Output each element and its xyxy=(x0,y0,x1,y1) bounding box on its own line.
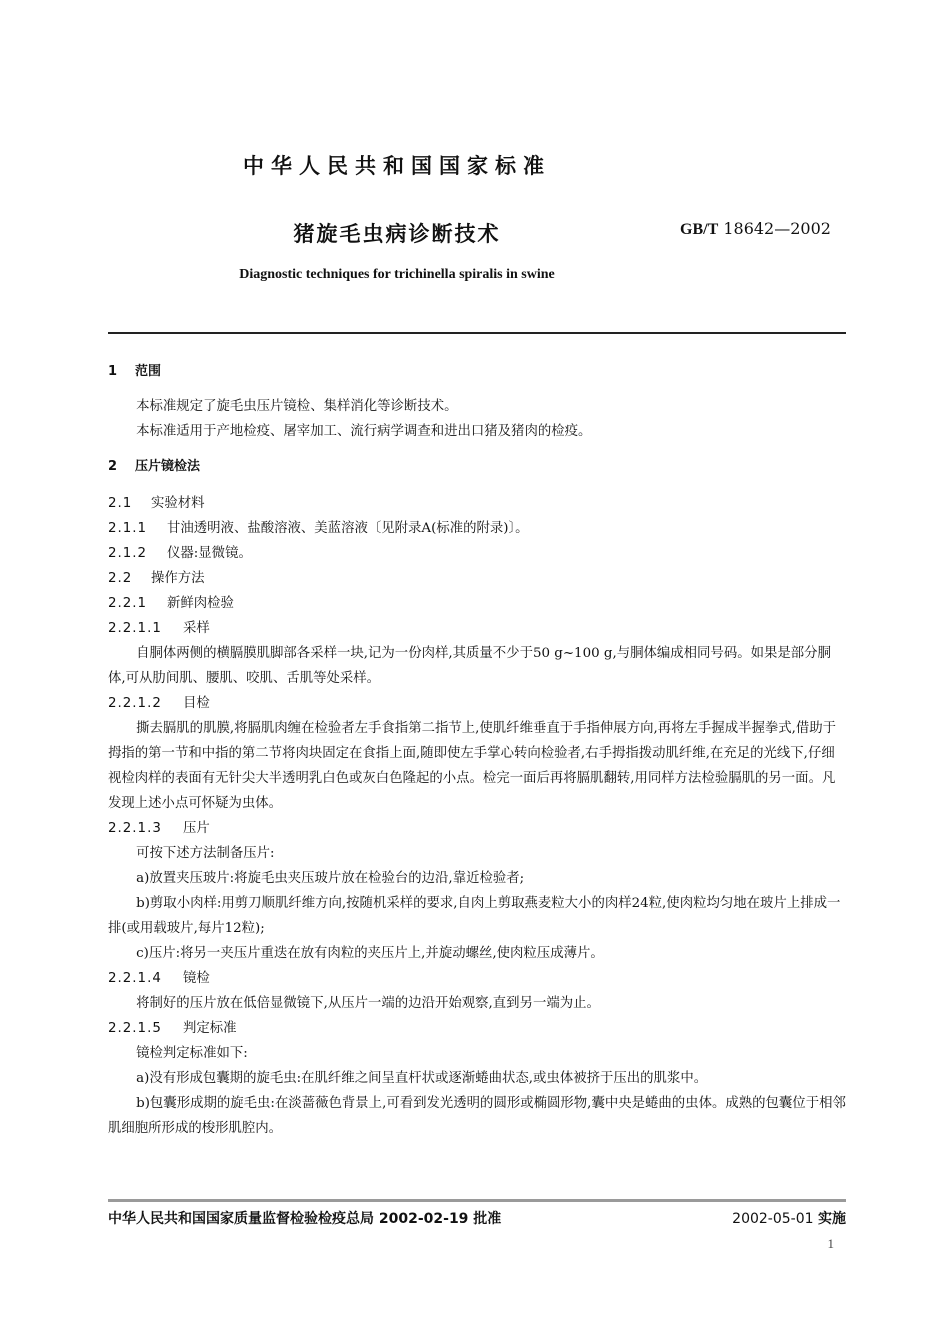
section-text: 仪器:显微镜。 xyxy=(167,546,252,561)
section-text: 本标准适用于产地检疫、屠宰加工、流行病学调查和进出口猪及猪肉的检疫。 xyxy=(136,424,592,439)
section-text: 将制好的压片放在低倍显微镜下,从压片一端的边沿开始观察,直到另一端为止。 xyxy=(136,996,600,1011)
section-number: 2.2.1.4 xyxy=(108,971,162,986)
section-heading xyxy=(108,591,846,616)
header-rule xyxy=(108,332,846,334)
body-paragraph xyxy=(108,1091,846,1141)
section-heading xyxy=(108,359,846,384)
section-text: 压片 xyxy=(183,821,210,836)
approval-statement: 中华人民共和国国家质量监督检验检疫总局 2002-02-19 批准 xyxy=(108,1211,502,1227)
effective-date: 2002-05-01 xyxy=(732,1211,814,1227)
english-title: Diagnostic techniques for trichinella spiralis in swine xyxy=(239,267,555,282)
body-paragraph xyxy=(108,419,846,444)
section-text: 新鲜肉检验 xyxy=(167,596,234,611)
section-heading xyxy=(108,816,846,841)
section-text: 自胴体两侧的横膈膜肌脚部各采样一块,记为一份肉样,其质量不少于50 g~100 g,与胴体编成相同号码。如果是部分胴体,可从肋间肌、腰肌、咬肌、舌肌等处采样。 xyxy=(108,646,831,686)
section-text: 采样 xyxy=(183,621,210,636)
section-heading xyxy=(108,566,846,591)
body-paragraph xyxy=(108,891,846,941)
section-text: 镜检 xyxy=(183,971,210,986)
section-text: 镜检判定标准如下: xyxy=(136,1046,248,1061)
section-text: 实验材料 xyxy=(151,496,205,511)
section-number: 2.1 xyxy=(108,496,133,511)
section-number: 2.2.1 xyxy=(108,596,148,611)
section-text: c)压片:将另一夹压片重迭在放有肉粒的夹压片上,并旋动螺丝,使肉粒压成薄片。 xyxy=(136,946,604,961)
page-number: 1 xyxy=(827,1236,834,1251)
section-number: 2 xyxy=(108,459,119,474)
section-heading xyxy=(108,1016,846,1041)
section-text: a)放置夹压玻片:将旋毛虫夹压玻片放在检验台的边沿,靠近检验者; xyxy=(136,871,525,886)
body-paragraph xyxy=(108,991,846,1016)
section-heading xyxy=(108,454,846,479)
section-heading xyxy=(108,966,846,991)
standard-code-number: 18642—2002 xyxy=(723,219,831,238)
section-text: b)包囊形成期的旋毛虫:在淡蔷薇色背景上,可看到发光透明的圆形或椭圆形物,囊中央是蜷曲的虫体。成熟的包囊位于相邻肌细胞所形成的梭形肌腔内。 xyxy=(108,1096,846,1136)
effective-label: 实施 xyxy=(818,1211,846,1227)
standard-code-prefix: GB/T xyxy=(680,221,719,238)
body-paragraph xyxy=(108,866,846,891)
standard-number xyxy=(680,219,831,239)
section-heading xyxy=(108,616,846,641)
section-number: 2.2.1.1 xyxy=(108,621,162,636)
body-paragraph xyxy=(108,1041,846,1066)
body-paragraph xyxy=(108,716,846,816)
section-heading xyxy=(108,541,846,566)
section-text: b)剪取小肉样:用剪刀顺肌纤维方向,按随机采样的要求,自肉上剪取燕麦粒大小的肉样24粒,使肉粒均匀地在玻片上排成一排(或用载玻片,每片12粒); xyxy=(108,896,841,936)
section-text: 可按下述方法制备压片: xyxy=(136,846,275,861)
body-paragraph xyxy=(108,1066,846,1091)
document-title: 猪旋毛虫病诊断技术 xyxy=(293,222,501,246)
section-number: 2.1.2 xyxy=(108,546,148,561)
section-number: 2.2.1.5 xyxy=(108,1021,162,1036)
body-paragraph xyxy=(108,641,846,691)
body-paragraph xyxy=(108,394,846,419)
body-paragraph xyxy=(108,841,846,866)
section-text: a)没有形成包囊期的旋毛虫:在肌纤维之间呈直杆状或逐渐蜷曲状态,或虫体被挤于压出的肌浆中。 xyxy=(136,1071,708,1086)
section-text: 操作方法 xyxy=(151,571,205,586)
section-text: 判定标准 xyxy=(183,1021,237,1036)
national-standard-heading: 中华人民共和国国家标准 xyxy=(243,154,551,178)
effective-statement xyxy=(732,1208,846,1228)
section-text: 压片镜检法 xyxy=(135,459,201,474)
document-body xyxy=(108,359,846,1141)
body-paragraph xyxy=(108,941,846,966)
section-text: 甘油透明液、盐酸溶液、美蓝溶液〔见附录A(标准的附录)〕。 xyxy=(167,521,529,536)
section-text: 撕去膈肌的肌膜,将膈肌肉缠在检验者左手食指第二指节上,使肌纤维垂直于手指伸展方向,再将左手握成半握拳式,借助于拇指的第一节和中指的第二节将肉块固定在食指上面,随即使左手掌心转向检验者,右手拇指拨动肌纤维,在充足的光线下,仔细视检肉样的表面有无针尖大半透明乳白色或灰白色隆起的小点。检完一面后再将膈肌翻转,用同样方法检验膈肌的另一面。凡发现上述小点可怀疑为虫体。 xyxy=(108,721,837,811)
footer-rule xyxy=(108,1199,846,1202)
section-number: 2.2.1.2 xyxy=(108,696,162,711)
section-text: 本标准规定了旋毛虫压片镜检、集样消化等诊断技术。 xyxy=(136,399,458,414)
section-text: 范围 xyxy=(135,364,162,379)
section-heading xyxy=(108,691,846,716)
section-heading xyxy=(108,516,846,541)
section-number: 1 xyxy=(108,364,119,379)
section-number: 2.2 xyxy=(108,571,133,586)
section-text: 目检 xyxy=(183,696,210,711)
section-heading xyxy=(108,491,846,516)
section-number: 2.1.1 xyxy=(108,521,148,536)
section-number: 2.2.1.3 xyxy=(108,821,162,836)
